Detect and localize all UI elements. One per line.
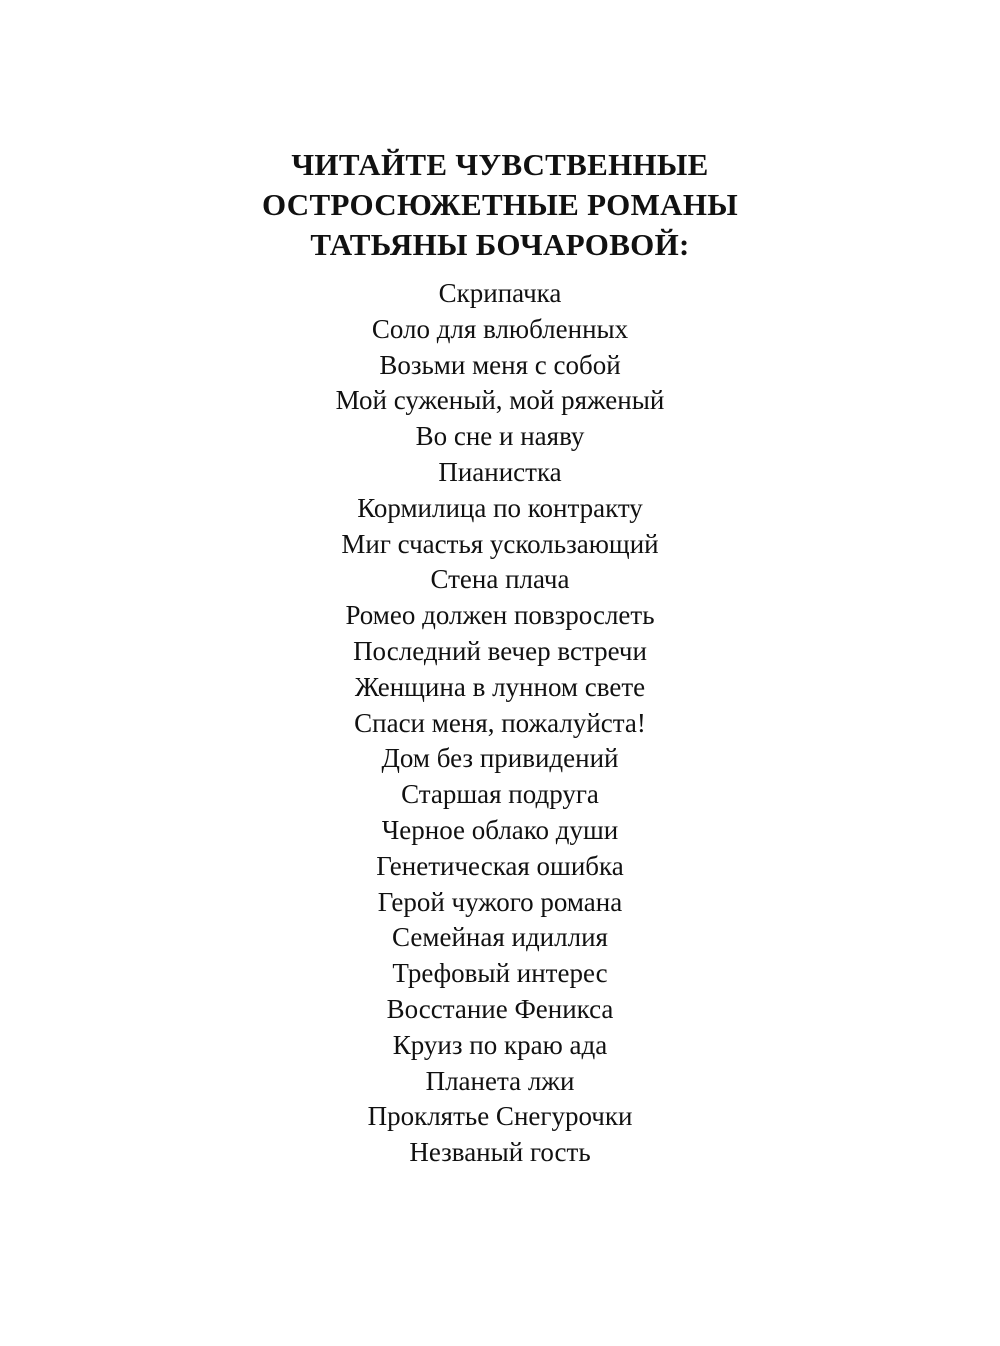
book-title: Трефовый интерес bbox=[392, 958, 608, 989]
heading-line: ОСТРОСЮЖЕТНЫЕ РОМАНЫ bbox=[262, 186, 738, 222]
book-title: Стена плача bbox=[430, 564, 570, 595]
book-title: Круиз по краю ада bbox=[392, 1029, 608, 1060]
book-title: Черное облако души bbox=[381, 814, 619, 845]
book-title: Последний вечер встречи bbox=[353, 635, 647, 666]
book-title: Во сне и наяву bbox=[415, 421, 585, 452]
book-title: Дом без привидений bbox=[381, 743, 619, 774]
book-title: Миг счастья ускользающий bbox=[341, 528, 659, 559]
book-title: Пианистка bbox=[438, 456, 562, 487]
book-title: Герой чужого романа bbox=[377, 886, 623, 917]
book-title: Возьми меня с собой bbox=[379, 349, 621, 380]
book-title: Женщина в лунном свете bbox=[354, 671, 646, 702]
page-heading bbox=[0, 145, 1000, 265]
book-title: Старшая подруга bbox=[401, 779, 599, 810]
book-title: Генетическая ошибка bbox=[376, 850, 624, 881]
book-title: Семейная идиллия bbox=[392, 922, 608, 953]
book-title: Планета лжи bbox=[425, 1065, 575, 1096]
heading-line: ЧИТАЙТЕ ЧУВСТВЕННЫЕ bbox=[291, 146, 709, 182]
book-title: Скрипачка bbox=[438, 278, 562, 308]
heading-line: ТАТЬЯНЫ БОЧАРОВОЙ: bbox=[310, 226, 690, 262]
book-title-list bbox=[0, 276, 1000, 1171]
book-title: Мой суженый, мой ряженый bbox=[335, 385, 665, 416]
book-title: Проклятье Снегурочки bbox=[367, 1101, 633, 1132]
book-title: Кормилица по контракту bbox=[357, 492, 643, 523]
book-title: Восстание Феникса bbox=[386, 993, 614, 1024]
book-title: Незваный гость bbox=[409, 1137, 591, 1168]
book-title: Соло для влюбленных bbox=[371, 313, 629, 344]
book-title: Спаси меня, пожалуйста! bbox=[354, 707, 646, 738]
book-title: Ромео должен повзрослеть bbox=[345, 600, 655, 631]
